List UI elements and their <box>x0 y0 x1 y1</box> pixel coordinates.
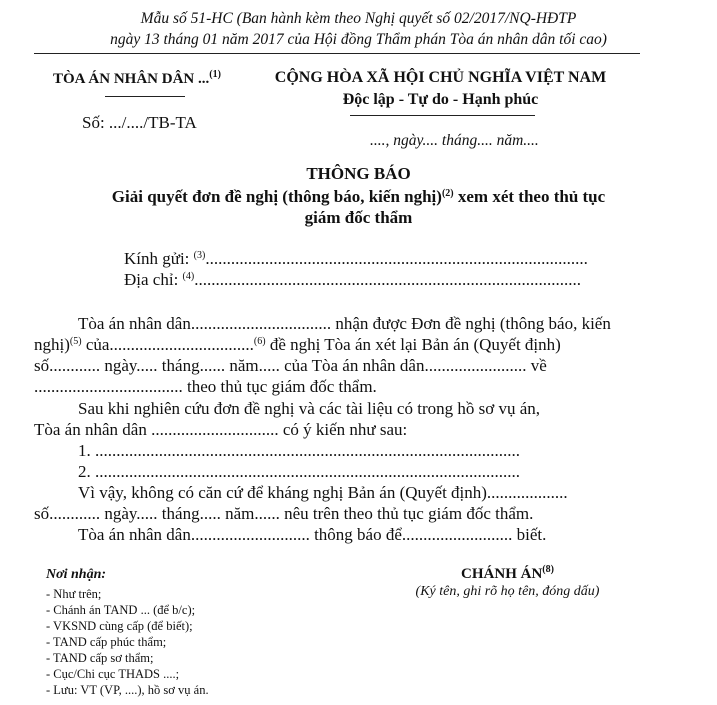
court-name: TÒA ÁN NHÂN DÂN ...$^{(1)}$ <box>53 69 221 87</box>
recipient-item: - Lưu: VT (VP, ....), hồ sơ vụ án. <box>46 683 209 697</box>
paragraph-3-line-1: Vì vậy, không có căn cứ để kháng nghị Bản án (Quyết định)................... <box>78 483 568 502</box>
form-header-line-1: Mẫu số 51-HC (Ban hành kèm theo Nghị quyết số 02/2017/NQ-HĐTP <box>140 10 577 27</box>
place-date: ...., ngày.... tháng.... năm.... <box>370 132 539 149</box>
address-line: Địa chỉ: $^{(4)}$........................................................................................... <box>124 270 581 289</box>
recipient-item: - Như trên; <box>46 587 102 601</box>
document-number: Số: .../..../TB-TA <box>82 113 197 132</box>
paragraph-1-line-2: nghị)$^{(5)}$ của..................................$^{(6)}$ đề nghị Tòa án xét lại Bản án (Quyết định) <box>34 335 561 354</box>
recipient-item: - VKSND cùng cấp (để biết); <box>46 619 193 633</box>
recipient-item: - Chánh án TAND ... (để b/c); <box>46 603 196 617</box>
recipient-item: - Cục/Chi cục THADS ....; <box>46 667 180 681</box>
recipient-item: - TAND cấp phúc thẩm; <box>46 635 167 649</box>
notice-subtitle: Giải quyết đơn đề nghị (thông báo, kiến nghị)$^{(2)}$ xem xét theo thủ tục <box>111 187 606 206</box>
motto-underline <box>350 115 535 116</box>
paragraph-2-line-1: Sau khi nghiên cứu đơn đề nghị và các tài liệu có trong hồ sơ vụ án, <box>78 399 541 418</box>
to-line: Kính gửi: $^{(3)}$.......................................................................................... <box>124 249 588 268</box>
republic-title: CỘNG HÒA XÃ HỘI CHỦ NGHĨA VIỆT NAM <box>274 69 607 86</box>
list-item-2: 2. .................................................................................................... <box>78 462 520 481</box>
signature-title: CHÁNH ÁN$^{(8)}$ <box>461 564 554 582</box>
form-header-line-2: ngày 13 tháng 01 năm 2017 của Hội đồng Thẩm phán Tòa án nhân dân tối cao) <box>110 31 607 48</box>
paragraph-3-line-2: số............ ngày..... tháng..... năm...... nêu trên theo thủ tục giám đốc thẩm. <box>34 504 534 523</box>
paragraph-1-line-3: số............ ngày..... tháng...... năm..... của Tòa án nhân dân........................ về <box>34 356 547 375</box>
court-underline <box>105 96 185 97</box>
paragraph-2-line-2: Tòa án nhân dân .............................. có ý kiến như sau: <box>34 420 408 439</box>
notice-subtitle-line-2: giám đốc thẩm <box>304 208 413 227</box>
paragraph-1-line-4: ................................... theo thủ tục giám đốc thẩm. <box>34 377 377 396</box>
recipients-title: Nơi nhận: <box>46 567 107 582</box>
notice-title: THÔNG BÁO <box>306 164 411 183</box>
recipient-item: - TAND cấp sơ thẩm; <box>46 651 154 665</box>
header-divider <box>34 53 640 54</box>
paragraph-4: Tòa án nhân dân............................ thông báo để.......................... biết. <box>78 525 547 544</box>
republic-motto: Độc lập - Tự do - Hạnh phúc <box>342 91 539 108</box>
paragraph-1-line-1: Tòa án nhân dân................................. nhận được Đơn đề nghị (thông báo, kiến <box>78 314 611 333</box>
signature-note: (Ký tên, ghi rõ họ tên, đóng dấu) <box>415 584 600 599</box>
list-item-1: 1. .................................................................................................... <box>78 441 520 460</box>
